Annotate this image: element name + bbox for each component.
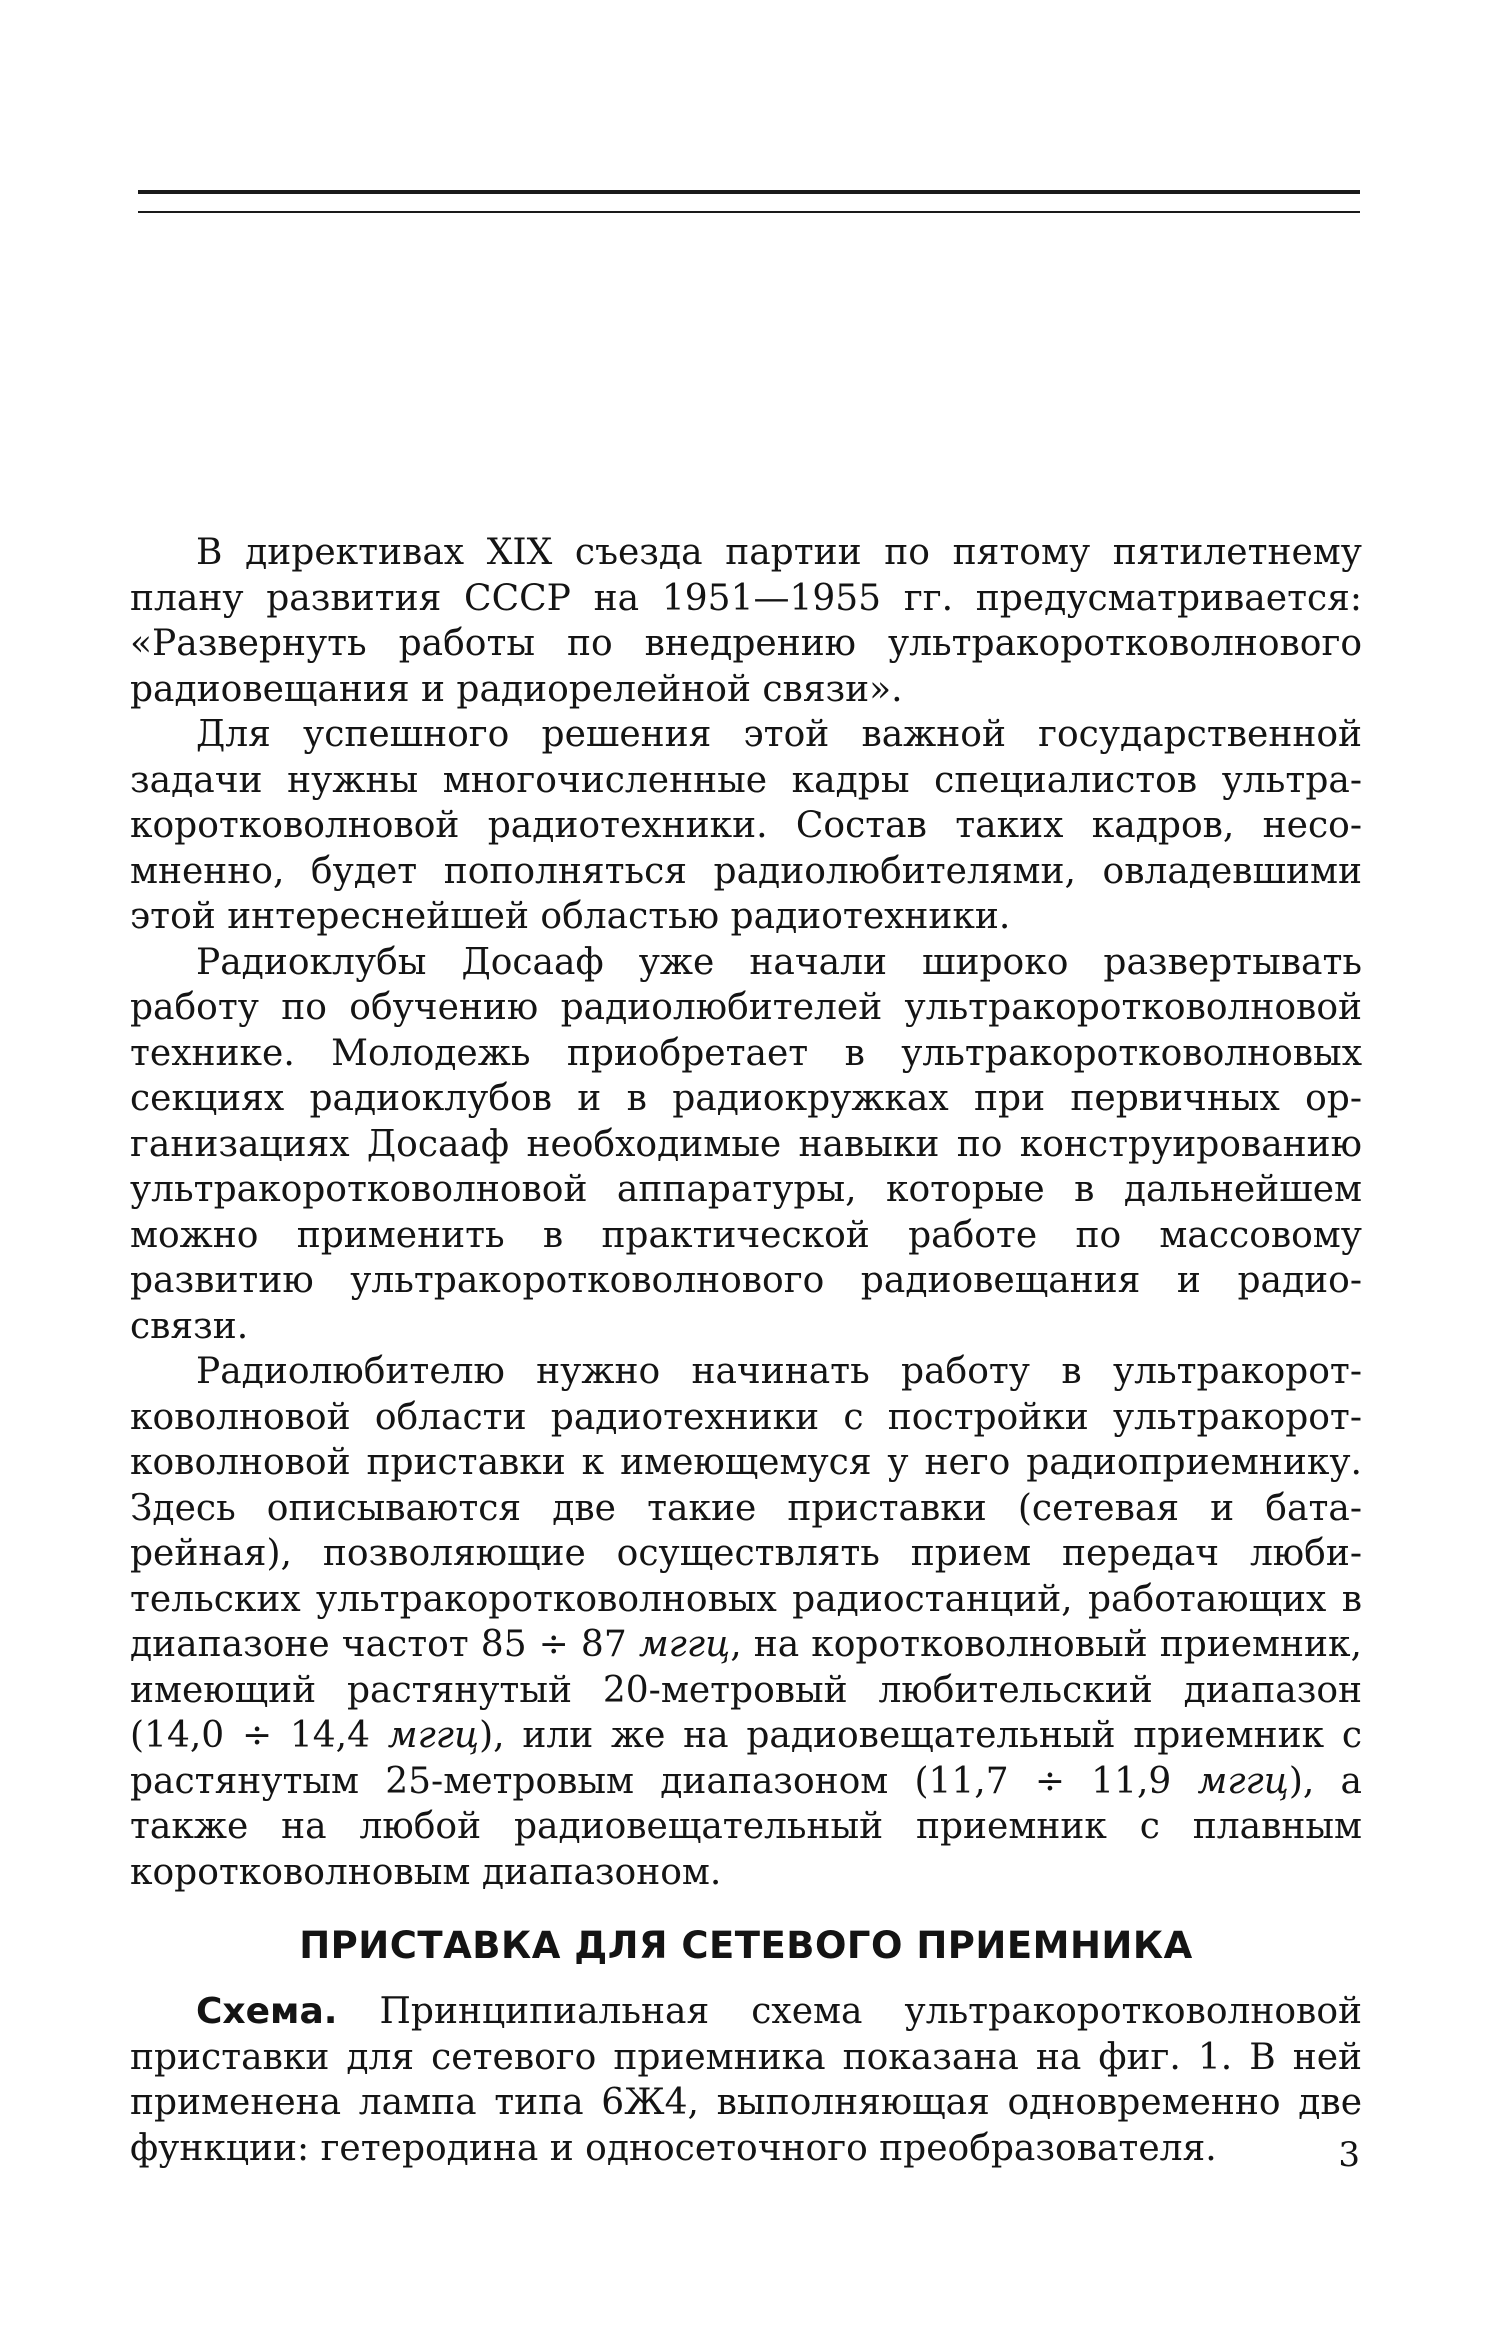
unit-mhz: мггц <box>387 1715 480 1756</box>
paragraph-2: Для успешного решения этой важной государственной задачи нужны многочисленные кадры специалистов ультракоротковолновой радиотехники. Состав таких кадров, несомненно, будет пополняться радиолюбителями, овладевшими этой интереснейшей областью радиотехники. <box>130 714 1362 937</box>
section-heading: ПРИСТАВКА ДЛЯ СЕТЕВОГО ПРИЕМНИКА <box>299 1924 1193 1967</box>
paragraph-4-text: ), а также на любой радиовещательный приемник с плавным коротковолновым диапазоном. <box>130 1760 1362 1893</box>
page-body <box>130 530 1362 2171</box>
top-rule-thin <box>138 211 1360 213</box>
top-rule-thick <box>138 190 1360 194</box>
paragraph-4 <box>130 1349 1362 1895</box>
page-number: 3 <box>1338 2135 1360 2175</box>
paragraph-4-text: Радиолюбителю нужно начинать работу в ультракоротковолновой области радиотехники с постройки ультракоротковолновой приставки к имеющемуся у него радиоприемнику. Здесь описываются две такие приставки (сетевая и батарейная), позволяющие осуществлять прием передач любительских ультракоротковолновых радиостанций, работающих в диапазоне частот 85 ÷ 87 <box>130 1351 1362 1665</box>
paragraph-1: В директивах XIX съезда партии по пятому пятилетнему плану развития СССР на 1951—1955 гг. предусматривается: «Развернуть работы по внедрению ультракоротковолнового радиовещания и радиорелейной связи». <box>130 532 1362 710</box>
paragraph-4-text: ), или же на радиовещательный приемник с растянутым 25-метровым диапазоном (11,7 ÷ 11,9 <box>130 1715 1362 1802</box>
paragraph-3: Радиоклубы Досааф уже начали широко развертывать работу по обучению радиолюбителей ультракоротковолновой технике. Молодежь приобретает в ультракоротковолновых секциях радиоклубов и в радиокружках при первичных организациях Досааф необходимые навыки по конструированию ультракоротковолновой аппаратуры, которые в дальнейшем можно применить в практической работе по массовому развитию ультракоротковолнового радиовещания и радиосвязи. <box>130 941 1362 1347</box>
unit-mhz: мггц <box>1197 1760 1289 1802</box>
run-in-heading: Схема. <box>196 1991 338 2032</box>
section-paragraph-text: Принципиальная схема ультракоротковолновой приставки для сетевого приемника показана на фиг. 1. В ней применена лампа типа 6Ж4, выполняющая одновременно две функции: гетеродина и односеточного преобразователя. <box>130 1991 1362 2169</box>
section-paragraph <box>130 1989 1362 2171</box>
unit-mhz: мггц <box>638 1624 731 1665</box>
paragraph-4-text: , на коротковолновый приемник, имеющий растянутый 20-метровый любительский диапазон (14,0 ÷ 14,4 <box>130 1624 1362 1756</box>
